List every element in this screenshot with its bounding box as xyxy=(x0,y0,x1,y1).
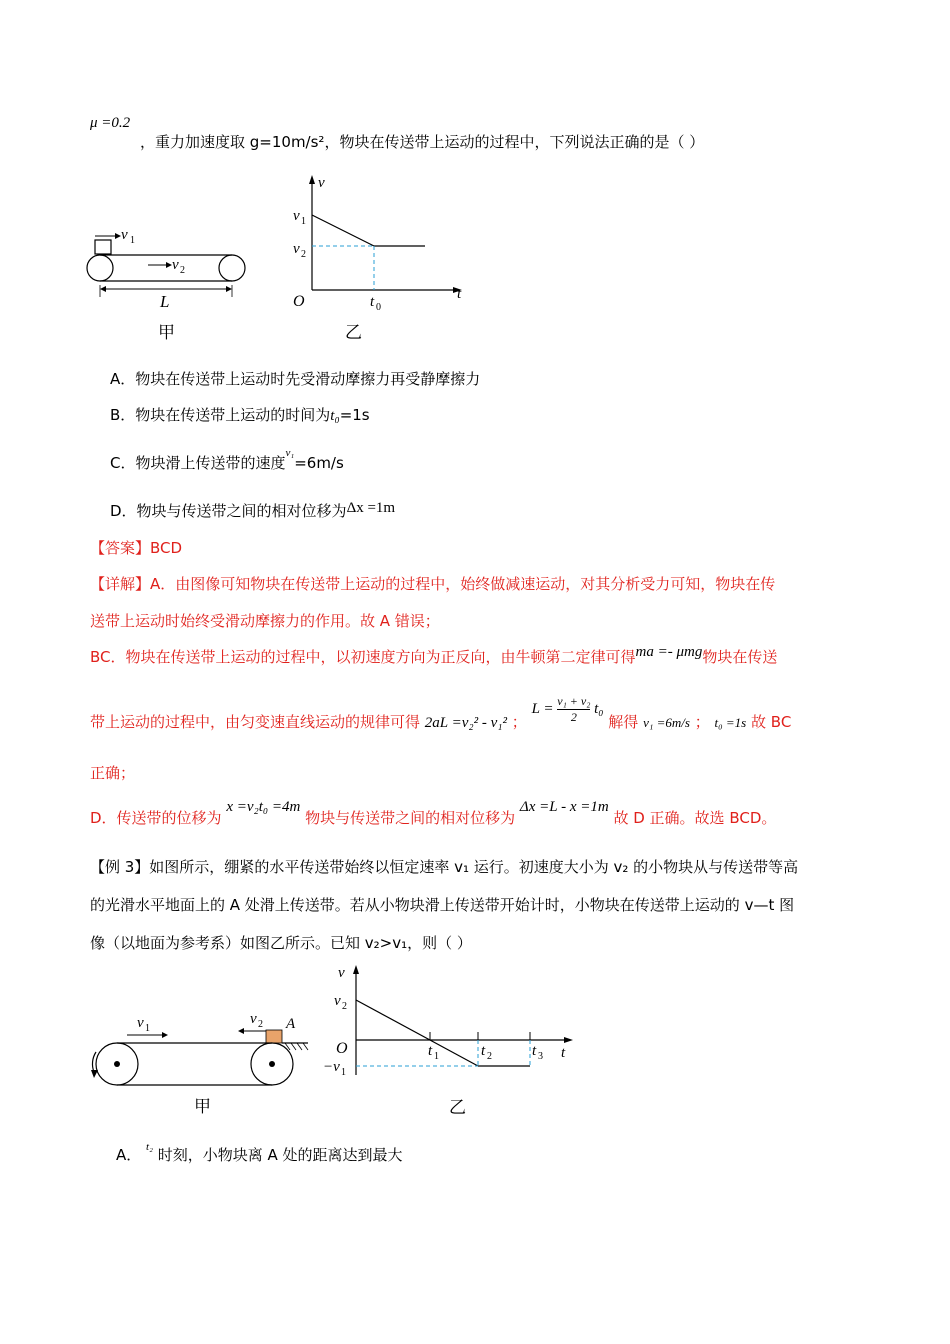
caption-jia-2: 甲 xyxy=(194,1097,211,1116)
svg-text:3: 3 xyxy=(538,1051,543,1062)
option-a[interactable]: A．物块在传送带上运动时先受滑动摩擦力再受静摩擦力 xyxy=(110,370,481,388)
option-c[interactable]: C．物块滑上传送带的速度$^{v_1}$=6m/s xyxy=(110,447,344,472)
point-a-label: A xyxy=(286,1016,296,1032)
t0-tick: t xyxy=(370,294,375,310)
block-a xyxy=(266,1030,282,1043)
left-pulley xyxy=(87,255,113,281)
example3-option-a[interactable]: A． t₂ 时刻，小物块离 A 处的距离达到最大 xyxy=(116,1141,403,1164)
length-label: L xyxy=(160,292,170,311)
caption-jia: 甲 xyxy=(158,323,175,342)
v1-sub: 1 xyxy=(130,235,135,246)
detail-line-6: D．传送带的位移为 x =v₂t₀ =4m 物块与传送带之间的相对位移为 Δx =L - x =1m 故 D 正确。故选 BCD。 xyxy=(90,799,777,827)
option-d[interactable]: D．物块与传送带之间的相对位移为Δx =1m xyxy=(110,500,396,520)
vt-graph-yi-2 xyxy=(318,960,580,1118)
decel-line xyxy=(312,215,374,246)
neg-v1-tick: −v xyxy=(323,1059,340,1075)
svg-text:2: 2 xyxy=(301,249,306,260)
v2-tick: v xyxy=(293,241,300,257)
option-b[interactable]: B．物块在传送带上运动的时间为t₀=1s xyxy=(110,406,370,424)
origin-label: O xyxy=(336,1040,348,1057)
svg-text:1: 1 xyxy=(341,1067,346,1078)
v2-label: v xyxy=(250,1011,257,1027)
v-axis-label: v xyxy=(318,175,325,191)
detail-line-4: 带上运动的过程中，由匀变速直线运动的规律可得 2aL =v₂² - v₁² ； L = $\frac{\text{v₁ + v₂}}{2}$ t₀ 解得 v₁ =6m/s ； t₀ =1s 故 BC xyxy=(90,694,792,731)
rotation-arrow xyxy=(92,1052,96,1072)
example3-line-2: 的光滑水平地面上的 A 处滑上传送带。若从小物块滑上传送带开始计时，小物块在传送带上运动的 v—t 图 xyxy=(90,896,795,914)
v-axis-label: v xyxy=(338,965,345,981)
detail-line-2: 送带上运动时始终受滑动摩擦力的作用。故 A 错误； xyxy=(90,612,440,630)
svg-text:0: 0 xyxy=(376,302,381,313)
example3-line-1: 【例 3】如图所示，绷紧的水平传送带始终以恒定速率 v₁ 运行。初速度大小为 v₂ 的小物块从与传送带等高 xyxy=(90,858,799,876)
right-pulley xyxy=(219,255,245,281)
answer: 【答案】BCD xyxy=(90,539,183,557)
svg-text:2: 2 xyxy=(258,1019,263,1030)
example3-line-3: 像（以地面为参考系）如图乙所示。已知 v₂>v₁，则（ ） xyxy=(90,934,472,952)
conveyor-figure-jia-2 xyxy=(82,1000,322,1120)
block-shape xyxy=(95,240,111,254)
t-axis-label: t xyxy=(561,1045,566,1061)
velocity-line xyxy=(356,1000,478,1066)
t3-tick: t xyxy=(532,1043,537,1059)
detail-line-3: BC．物块在传送带上运动的过程中，以初速度方向为正反向，由牛顿第二定律可得ma =- μmg物块在传送 xyxy=(90,644,778,666)
vt-graph-yi xyxy=(285,170,470,345)
origin-label: O xyxy=(293,293,305,310)
v2-sub: 2 xyxy=(180,265,185,276)
t1-tick: t xyxy=(428,1043,433,1059)
v1-label: v xyxy=(121,227,128,243)
t2-tick: t xyxy=(481,1043,486,1059)
v2-label: v xyxy=(172,257,179,273)
t-axis-label: t xyxy=(457,286,462,302)
conveyor-figure-jia xyxy=(80,225,260,345)
v1-label: v xyxy=(137,1015,144,1031)
question-stem: ，重力加速度取 g=10m/s²，物块在传送带上运动的过程中，下列说法正确的是（ ） xyxy=(140,133,705,151)
detail-line-5: 正确； xyxy=(90,764,136,782)
svg-text:2: 2 xyxy=(342,1001,347,1012)
caption-yi: 乙 xyxy=(345,323,362,342)
svg-text:2: 2 xyxy=(487,1051,492,1062)
mu-value: μ =0.2 xyxy=(90,115,131,131)
svg-text:1: 1 xyxy=(434,1051,439,1062)
svg-text:1: 1 xyxy=(145,1023,150,1034)
svg-text:1: 1 xyxy=(301,216,306,227)
v1-tick: v xyxy=(293,208,300,224)
caption-yi-2: 乙 xyxy=(449,1098,466,1117)
v2-tick: v xyxy=(334,993,341,1009)
detail-line-1: 【详解】A．由图像可知物块在传送带上运动的过程中，始终做减速运动，对其分析受力可知，物块在传 xyxy=(90,575,776,593)
